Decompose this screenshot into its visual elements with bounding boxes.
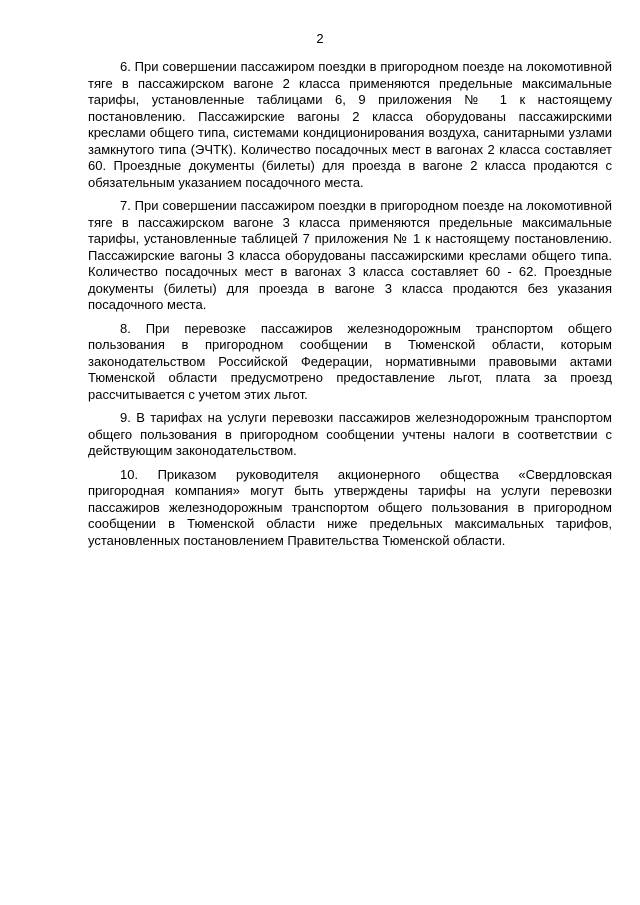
document-body (88, 59, 612, 556)
paragraph-10: 10. Приказом руководителя акционерного общества «Свердловская пригородная компания» могут быть утверждены тарифы на услуги перевозки пассажиров железнодорожным транспортом общего пользования в пригородном сообщении в Тюменской области ниже предельных максимальных тарифов, установленных постановлением Правительства Тюменской области. (88, 466, 612, 548)
paragraph-9: 9. В тарифах на услуги перевозки пассажиров железнодорожным транспортом общего пользования в пригородном сообщении учтены налоги в соответствии с действующим законодательством. (88, 410, 612, 458)
paragraph-7: 7. При совершении пассажиром поездки в пригородном поезде на локомотивной тяге в пассажирском вагоне 3 класса применяются предельные максимальные тарифы, установленные таблицей 7 приложения № 1 к настоящему постановлению. Пассажирские вагоны 3 класса оборудованы пассажирскими креслами общего типа. Количество посадочных мест в вагонах 3 класса составляет 60 - 62. Проездные документы (билеты) для проезда в вагоне 3 класса продаются без указания посадочного места. (88, 198, 612, 312)
paragraph-8: 8. При перевозке пассажиров железнодорожным транспортом общего пользования в пригородном сообщении в Тюменской области, которым законодательством Российской Федерации, нормативными правовыми актами Тюменской области предусмотрено предоставление льгот, плата за проезд рассчитывается с учетом этих льгот. (88, 320, 612, 402)
page-number: 2 (316, 31, 324, 46)
paragraph-6: 6. При совершении пассажиром поездки в пригородном поезде на локомотивной тяге в пассажирском вагоне 2 класса применяются предельные максимальные тарифы, установленные таблицами 6, 9 приложения № 1 к настоящему постановлению. Пассажирские вагоны 2 класса оборудованы пассажирскими креслами общего типа, системами кондиционирования воздуха, санитарными узлами замкнутого типа (ЭЧТК). Количество посадочных мест в вагонах 2 класса составляет 60. Проездные документы (билеты) для проезда в вагоне 2 класса продаются с обязательным указанием посадочного места. (88, 59, 612, 190)
